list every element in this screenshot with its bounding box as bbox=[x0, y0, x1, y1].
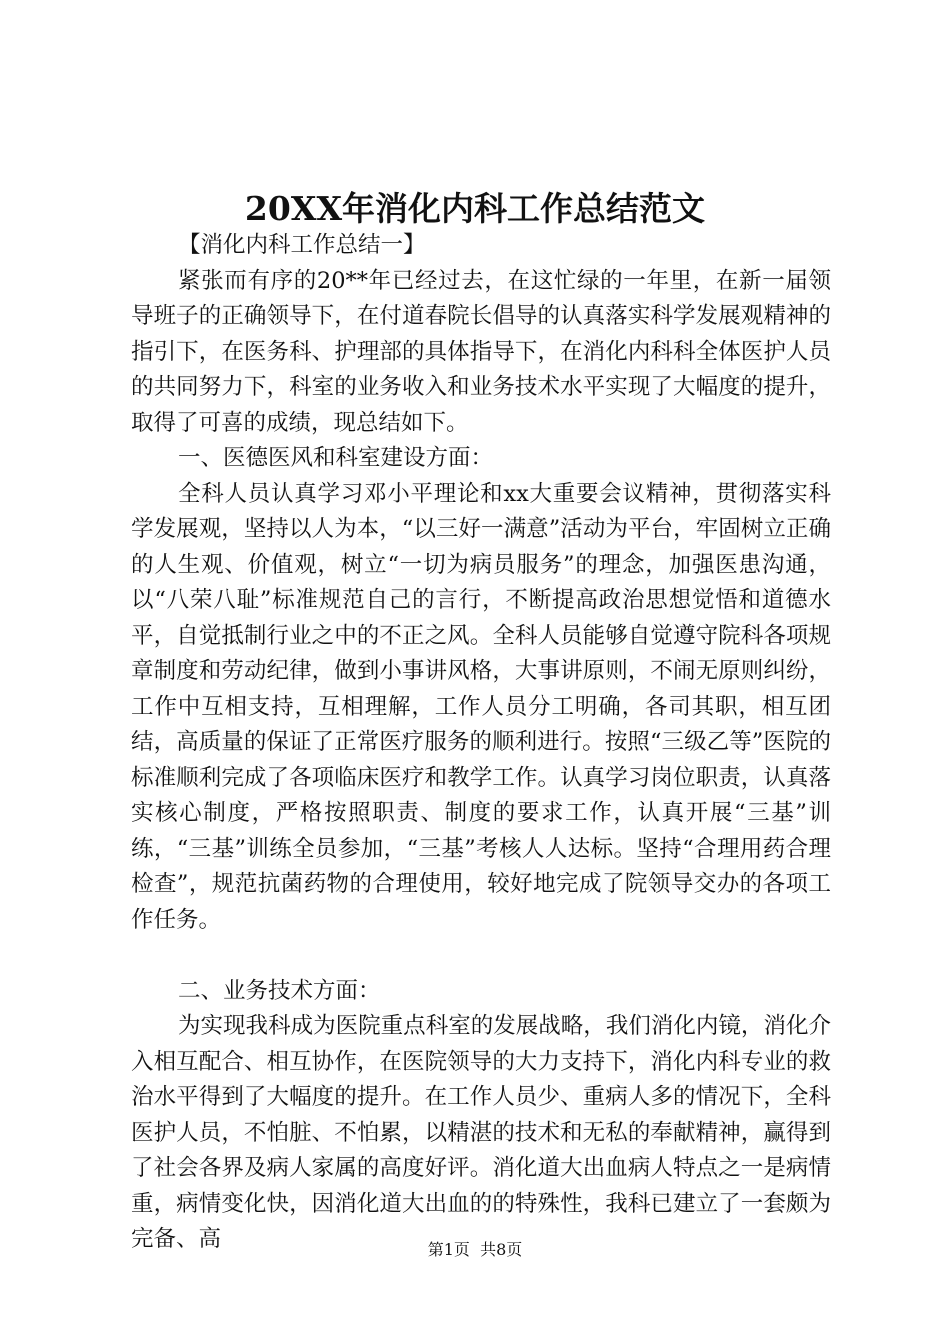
page-indicator: 第1页 共8页 bbox=[427, 1240, 523, 1259]
subtitle: 【消化内科工作总结一】 bbox=[178, 232, 426, 258]
section-1-heading: 一、医德医风和科室建设方面： bbox=[178, 445, 494, 471]
section-2-paragraph: 为实现我科成为医院重点科室的发展战略，我们消化内镜，消化介入相互配合、相互协作，在医院领导的大力支持下，消化内科专业的救治水平得到了大幅度的提升。在工作人员少、重病人多的情况下，全科医护人员，不怕脏、不怕累，以精湛的技术和无私的奉献精神，赢得到了社会各界及病人家属的高度好评。消化道大出血病人特点之一是病情重，病情变化快，因消化道大出血的的特殊性，我科已建立了一套颇为完备、高 bbox=[131, 1013, 831, 1252]
intro-paragraph: 紧张而有序的20**年已经过去，在这忙绿的一年里，在新一届领导班子的正确领导下，在付道春院长倡导的认真落实科学发展观精神的指引下，在医务科、护理部的具体指导下，在消化内科科全体医护人员的共同努力下，科室的业务收入和业务技术水平实现了大幅度的提升，取得了可喜的成绩，现总结如下。 bbox=[131, 267, 831, 436]
section-1-paragraph: 全科人员认真学习邓小平理论和xx大重要会议精神，贯彻落实科学发展观，坚持以人为本，“以三好一满意”活动为平台，牢固树立正确的人生观、价值观，树立“一切为病员服务”的理念，加强医患沟通，以“八荣八耻”标准规范自己的言行，不断提高政治思想觉悟和道德水平，自觉抵制行业之中的不正之风。全科人员能够自觉遵守院科各项规章制度和劳动纪律，做到小事讲风格，大事讲原则，不闹无原则纠纷，工作中互相支持，互相理解，工作人员分工明确，各司其职，相互团结，高质量的保证了正常医疗服务的顺利进行。按照“三级乙等”医院的标准顺利完成了各项临床医疗和教学工作。认真学习岗位职责，认真落实核心制度，严格按照职责、制度的要求工作，认真开展“三基”训练，“三基”训练全员参加，“三基”考核人人达标。坚持“合理用药合理检查”，规范抗菌药物的合理使用，较好地完成了院领导交办的各项工作任务。 bbox=[131, 480, 831, 933]
document-body bbox=[131, 228, 831, 1258]
paragraph-gap bbox=[131, 938, 831, 974]
section-2-heading: 二、业务技术方面： bbox=[178, 977, 381, 1004]
document-title: 20XX年消化内科工作总结范文 bbox=[244, 189, 706, 228]
